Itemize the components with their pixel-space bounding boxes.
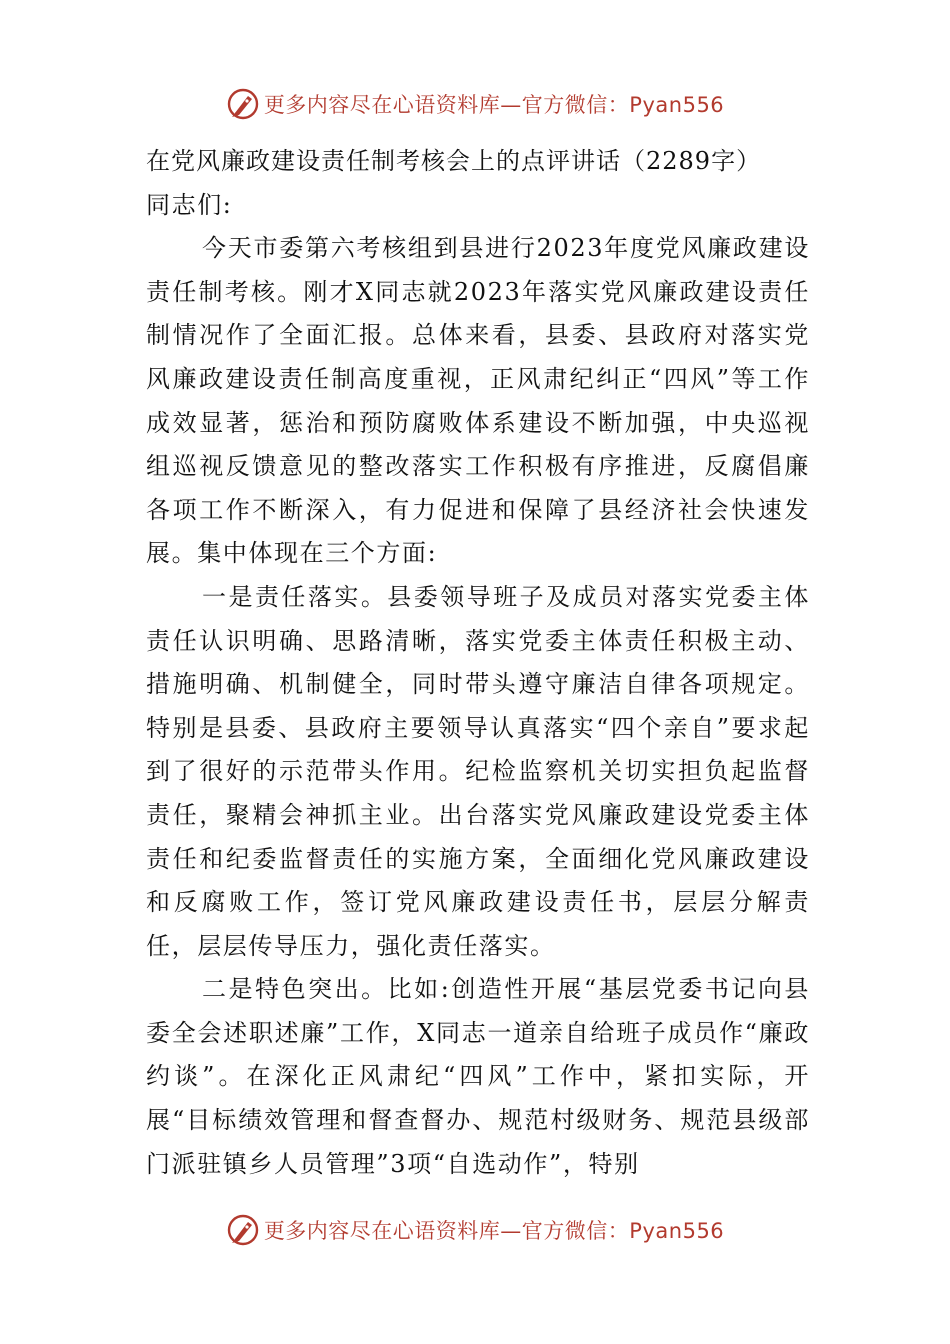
footer-watermark-text: 更多内容尽在心语资料库—官方微信：Pyan556 [263, 1219, 725, 1243]
header-watermark-banner [0, 84, 950, 124]
pen-nib-circle-icon [226, 1213, 260, 1247]
salutation: 同志们: [146, 190, 233, 219]
paragraph-3: 二是特色突出。比如:创造性开展“基层党委书记向县委全会述职述廉”工作，X同志一道亲自给班子成员作“廉政约谈”。在深化正风肃纪“四风”工作中，紧扣实际，开展“目标绩效管理和督查督办、规范村级财务、规范县级部门派驻镇乡人员管理”3项“自选动作”，特别 [146, 975, 810, 1178]
paragraph-1: 今天市委第六考核组到县进行2023年度党风廉政建设责任制考核。刚才X同志就2023年落实党风廉政建设责任制情况作了全面汇报。总体来看，县委、县政府对落实党风廉政建设责任制高度重视，正风肃纪纠正“四风”等工作成效显著，惩治和预防腐败体系建设不断加强，中央巡视组巡视反馈意见的整改落实工作积极有序推进，反腐倡廉各项工作不断深入，有力促进和保障了县经济社会快速发展。集中体现在三个方面: [146, 234, 810, 568]
pen-nib-circle-icon [226, 87, 260, 121]
paragraph-2: 一是责任落实。县委领导班子及成员对落实党委主体责任认识明确、思路清晰，落实党委主体责任积极主动、措施明确、机制健全，同时带头遵守廉洁自律各项规定。特别是县委、县政府主要领导认真落实“四个亲自”要求起到了很好的示范带头作用。纪检监察机关切实担负起监督责任，聚精会神抓主业。出台落实党风廉政建设党委主体责任和纪委监督责任的实施方案，全面细化党风廉政建设和反腐败工作，签订党风廉政建设责任书，层层分解责任，层层传导压力，强化责任落实。 [146, 582, 810, 960]
document-body [146, 140, 810, 1186]
header-watermark-text: 更多内容尽在心语资料库—官方微信：Pyan556 [263, 93, 725, 117]
document-title: 在党风廉政建设责任制考核会上的点评讲话（2289字） [146, 147, 762, 175]
footer-watermark-banner [0, 1210, 950, 1250]
